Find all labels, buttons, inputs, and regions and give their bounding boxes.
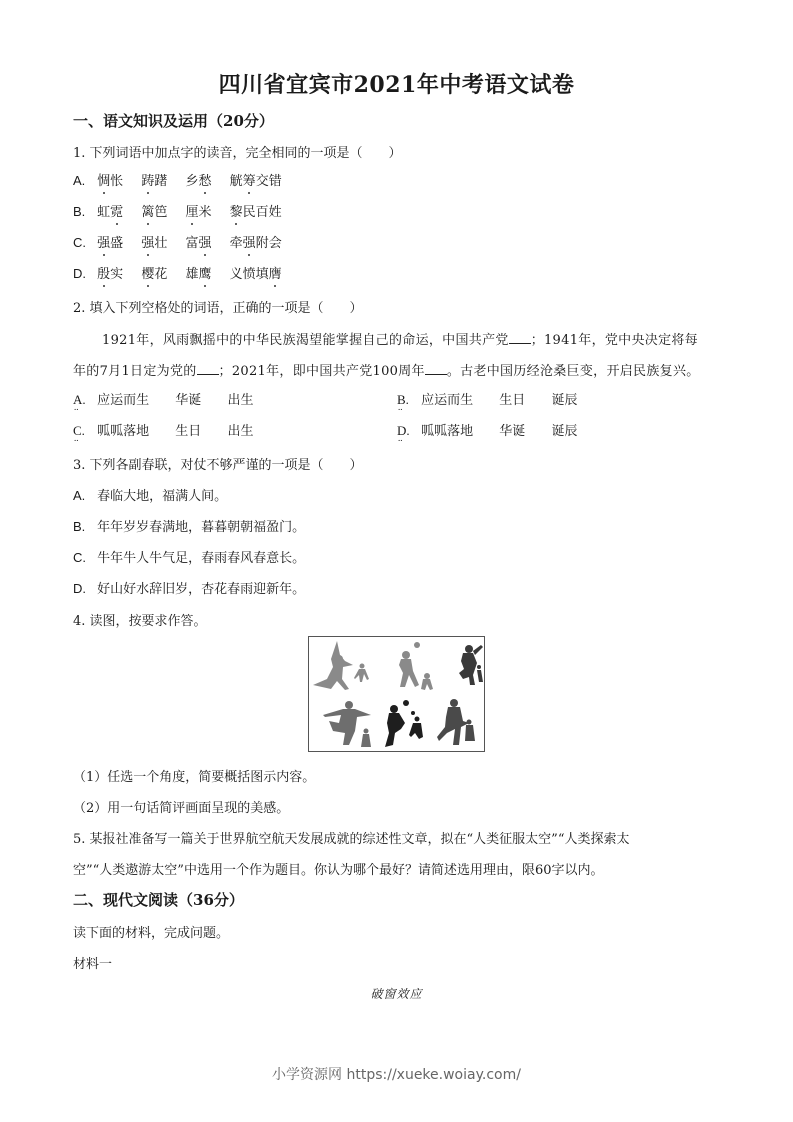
word: 樱花 <box>141 263 167 282</box>
word: 篱笆 <box>141 201 167 220</box>
word: 觥筹交错 <box>230 170 282 189</box>
question-2-stem: 2. 填入下列空格处的词语，正确的一项是（ ） <box>73 301 363 316</box>
option-letter: B. .. <box>397 392 417 408</box>
q2-passage-line-1 <box>102 329 698 348</box>
option-letter: C. <box>73 235 86 250</box>
material-label: 材料一 <box>73 957 113 972</box>
word: 呱呱落地 <box>97 424 150 439</box>
q2-option-b <box>397 389 599 408</box>
word: 生日 <box>175 424 202 439</box>
page-title: 四川省宜宾市2021年中考语文试卷 <box>218 72 575 98</box>
option-letter: A. <box>73 173 86 188</box>
passage-text: ；1941年，党中央决定将每 <box>530 333 698 348</box>
q4-subquestion-1: （1）任选一个角度，简要概括图示内容。 <box>73 770 316 785</box>
word: 乡愁 <box>185 170 211 189</box>
option-letter: D. .. <box>397 423 417 439</box>
option-letter: B. <box>73 204 86 219</box>
blank-3 <box>425 362 447 375</box>
q1-option-d <box>73 263 296 282</box>
passage-text: 1921年，风雨飘摇中的中华民族渴望能掌握自己的命运，中国共产党 <box>102 333 509 348</box>
footer-watermark: 小学资源网 https://xueke.woiay.com/ <box>272 1067 521 1083</box>
word: 生日 <box>499 393 526 408</box>
blank-1 <box>509 331 531 344</box>
section-heading-1: 一、语文知识及运用（20分） <box>73 112 274 130</box>
q2-passage-line-2 <box>73 360 700 379</box>
reading-intro: 读下面的材料，完成问题。 <box>73 926 230 941</box>
q3-option-a <box>73 485 227 504</box>
question-1-stem: 1. 下列词语中加点字的读音，完全相同的一项是（ ） <box>73 146 402 161</box>
athlete-silhouettes-icon <box>309 637 484 751</box>
q1-option-c <box>73 232 296 251</box>
question-5-line-2: 空”“人类遨游太空”中选用一个作为题目。你认为哪个最好？请简述选用理由，限60字以内。 <box>73 863 604 878</box>
material-title: 破窗效应 <box>370 987 423 1001</box>
passage-text: ；2021年，即中国共产党100周年 <box>218 364 425 379</box>
option-text: 年年岁岁春满地，暮暮朝朝福盈门。 <box>97 520 306 535</box>
option-letter: C. <box>73 550 86 565</box>
word: 殷实 <box>97 263 123 282</box>
q1-option-b <box>73 201 296 220</box>
option-letter: A. <box>73 488 86 503</box>
option-letter: D. <box>73 581 86 596</box>
sports-silhouettes-figure <box>308 636 485 752</box>
q2-option-d <box>397 420 599 439</box>
option-text: 好山好水辞旧岁，杏花春雨迎新年。 <box>97 582 306 597</box>
word: 富强 <box>185 232 211 251</box>
word: 义愤填膺 <box>230 263 282 282</box>
passage-text: 。古老中国历经沧桑巨变，开启民族复兴。 <box>446 364 700 379</box>
blank-2 <box>197 362 219 375</box>
option-letter: C. .. <box>73 423 93 439</box>
q4-subquestion-2: （2）用一句话简评画面呈现的美感。 <box>73 801 290 816</box>
word: 出生 <box>227 393 254 408</box>
word: 黎民百姓 <box>230 201 282 220</box>
word: 牵强附会 <box>230 232 282 251</box>
word: 出生 <box>227 424 254 439</box>
q3-option-b <box>73 516 305 535</box>
option-letter: B. <box>73 519 86 534</box>
word: 呱呱落地 <box>421 424 474 439</box>
option-text: 春临大地，福满人间。 <box>97 489 228 504</box>
word: 厘米 <box>185 201 211 220</box>
q2-option-a <box>73 389 275 408</box>
word: 强盛 <box>97 232 123 251</box>
q3-option-d <box>73 578 305 597</box>
word: 虹霓 <box>97 201 123 220</box>
word: 诞辰 <box>551 393 578 408</box>
q2-option-c <box>73 420 275 439</box>
word: 华诞 <box>175 393 202 408</box>
word: 踌躇 <box>141 170 167 189</box>
word: 应运而生 <box>97 393 150 408</box>
word: 华诞 <box>499 424 526 439</box>
question-3-stem: 3. 下列各副春联，对仗不够严谨的一项是（ ） <box>73 458 363 473</box>
question-4-stem: 4. 读图，按要求作答。 <box>73 614 207 629</box>
option-letter: D. <box>73 266 86 281</box>
word: 诞辰 <box>551 424 578 439</box>
option-text: 牛年牛人牛气足，春雨春风春意长。 <box>97 551 306 566</box>
section-heading-2: 二、现代文阅读（36分） <box>73 891 244 909</box>
q1-option-a <box>73 170 296 189</box>
word: 应运而生 <box>421 393 474 408</box>
word: 强壮 <box>141 232 167 251</box>
option-letter: A. .. <box>73 392 93 408</box>
word: 雄鹰 <box>185 263 211 282</box>
question-5-line-1: 5. 某报社准备写一篇关于世界航空航天发展成就的综述性文章，拟在“人类征服太空”“人类探索太 <box>73 832 630 847</box>
passage-text: 年的7月1日定为党的 <box>73 364 197 379</box>
word: 惆怅 <box>97 170 123 189</box>
q3-option-c <box>73 547 305 566</box>
